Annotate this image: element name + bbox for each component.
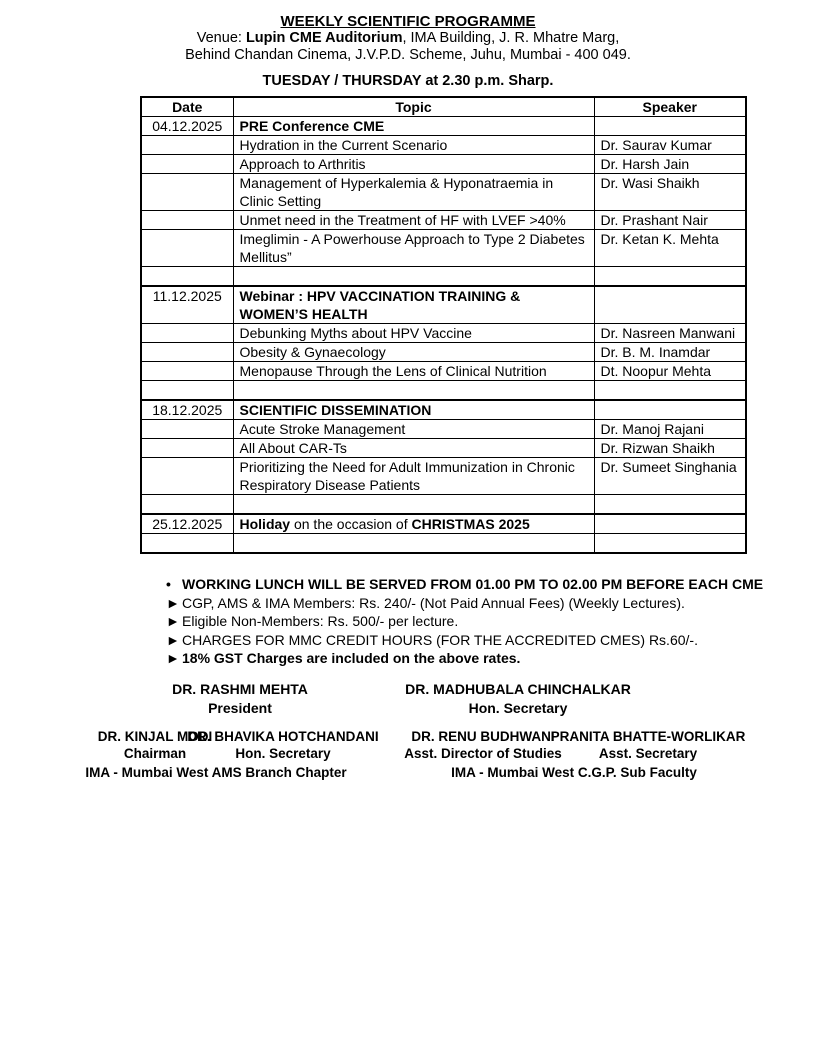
date-cell [141,439,233,458]
date-cell [141,324,233,343]
speaker-cell [594,495,746,515]
committee-name: PRANITA BHATTE-WORLIKAR [550,728,746,744]
date-cell [141,267,233,287]
topic-cell [233,267,594,287]
table-row [141,117,746,136]
committee-title: Hon. Secretary [235,746,331,762]
topic-cell: Management of Hyperkalemia & Hyponatraemia in Clinic Setting [233,174,594,211]
officer-name: DR. RASHMI MEHTA [172,680,308,697]
spacer-row [141,381,746,401]
date-cell [141,458,233,495]
table-row [141,420,746,439]
speaker-cell: Dr. Saurav Kumar [594,136,746,155]
officer-signature [172,680,308,718]
officer-title: President [208,699,272,716]
spacer-row [141,267,746,287]
note-line [166,649,816,668]
date-cell [141,211,233,230]
speaker-cell [594,381,746,401]
committee-name: DR. BHAVIKA HOTCHANDANI [187,728,379,744]
speaker-cell [594,117,746,136]
topic-cell: Unmet need in the Treatment of HF with LVEF >40% [233,211,594,230]
officer-name: DR. MADHUBALA CHINCHALKAR [405,680,631,697]
column-header-date: Date [141,97,233,117]
topic-cell: Menopause Through the Lens of Clinical Nutrition [233,362,594,381]
text-segment: , IMA Building, J. R. Mhatre Marg, [402,30,620,46]
committee-name: DR. RENU BUDHWANI [411,728,555,744]
speaker-cell: Dr. B. M. Inamdar [594,343,746,362]
table-row [141,439,746,458]
note-line [166,575,816,594]
speaker-cell: Dr. Prashant Nair [594,211,746,230]
table-row [141,136,746,155]
topic-cell [233,381,594,401]
bullet-icon: • [166,576,171,592]
table-row [141,400,746,420]
date-cell [141,420,233,439]
table-row [141,286,746,324]
committee-signature [187,728,378,763]
committee-title: Asst. Director of Studies [404,746,562,762]
table-row [141,458,746,495]
venue-line-2: Behind Chandan Cinema, J.V.P.D. Scheme, Juhu, Mumbai - 400 049. [185,47,631,63]
committee-title: Asst. Secretary [598,746,698,762]
topic-cell: Approach to Arthritis [233,155,594,174]
text-segment: Venue: [196,30,246,46]
topic-cell: Imeglimin - A Powerhouse Approach to Type 2 Diabetes Mellitus” [233,230,594,267]
date-cell: 25.12.2025 [141,514,233,534]
date-cell: 18.12.2025 [141,400,233,420]
committee-signature [551,728,746,763]
speaker-cell [594,514,746,534]
speaker-cell: Dr. Nasreen Manwani [594,324,746,343]
branch-label: IMA - Mumbai West AMS Branch Chapter [85,764,347,780]
speaker-cell [594,267,746,287]
topic-cell: All About CAR-Ts [233,439,594,458]
table-row [141,155,746,174]
text-segment: CHRISTMAS 2025 [411,516,530,532]
date-cell [141,534,233,554]
signatures-block [0,678,816,798]
document-header [0,0,816,90]
topic-cell [233,514,594,534]
topic-cell: PRE Conference CME [233,117,594,136]
branch-label: IMA - Mumbai West C.G.P. Sub Faculty [451,764,697,780]
topic-cell: Obesity & Gynaecology [233,343,594,362]
note-line [166,594,816,613]
arrow-icon: ► [166,650,180,667]
venue-line-1 [0,30,816,47]
topic-cell: Prioritizing the Need for Adult Immunization in Chronic Respiratory Disease Patients [233,458,594,495]
speaker-cell: Dr. Harsh Jain [594,155,746,174]
committee-signature [404,728,562,763]
note-text: CGP, AMS & IMA Members: Rs. 240/- (Not Paid Annual Fees) (Weekly Lectures). [182,594,685,611]
spacer-row [141,495,746,515]
committee-title: Chairman [123,746,187,762]
speaker-cell: Dr. Wasi Shaikh [594,174,746,211]
note-text: 18% GST Charges are included on the above rates. [182,650,521,667]
text-segment: Holiday [239,516,291,532]
speaker-cell [594,400,746,420]
topic-cell [233,534,594,554]
date-cell [141,230,233,267]
speaker-cell: Dr. Sumeet Singhania [594,458,746,495]
note-line [166,631,816,650]
topic-cell: Webinar : HPV VACCINATION TRAINING & WOMEN’S HEALTH [233,286,594,324]
table-row [141,343,746,362]
table-row [141,211,746,230]
date-cell: 11.12.2025 [141,286,233,324]
arrow-icon: ► [166,594,180,611]
arrow-icon: ► [166,613,180,630]
spacer-row [141,534,746,554]
speaker-cell: Dt. Noopur Mehta [594,362,746,381]
committee-name: DR. KINJAL MODI [97,728,213,744]
date-cell [141,343,233,362]
speaker-cell: Dr. Manoj Rajani [594,420,746,439]
note-text: Eligible Non-Members: Rs. 500/- per lecture. [182,613,459,630]
topic-cell: SCIENTIFIC DISSEMINATION [233,400,594,420]
notes-list [166,575,816,668]
topic-cell: Acute Stroke Management [233,420,594,439]
topic-cell: Hydration in the Current Scenario [233,136,594,155]
column-header-topic: Topic [233,97,594,117]
schedule-note: TUESDAY / THURSDAY at 2.30 p.m. Sharp. [262,73,554,89]
column-header-speaker: Speaker [594,97,746,117]
note-line [166,612,816,631]
table-row [141,230,746,267]
officer-title: Hon. Secretary [468,699,568,716]
speaker-cell: Dr. Ketan K. Mehta [594,230,746,267]
date-cell [141,495,233,515]
topic-cell: Debunking Myths about HPV Vaccine [233,324,594,343]
date-cell [141,174,233,211]
arrow-icon: ► [166,631,180,648]
text-segment: on the occasion of [290,516,412,532]
topic-cell [233,495,594,515]
page-title: WEEKLY SCIENTIFIC PROGRAMME [280,13,536,30]
note-text: WORKING LUNCH WILL BE SERVED FROM 01.00 PM TO 02.00 PM BEFORE EACH CME [182,576,764,592]
officer-signature [405,680,631,718]
date-cell [141,155,233,174]
table-row [141,514,746,534]
speaker-cell [594,534,746,554]
table-header-row [141,97,746,117]
text-segment: Lupin CME Auditorium [245,30,403,46]
date-cell [141,136,233,155]
table-row [141,174,746,211]
speaker-cell: Dr. Rizwan Shaikh [594,439,746,458]
table-row [141,324,746,343]
programme-table [140,96,747,554]
date-cell [141,362,233,381]
note-text: CHARGES FOR MMC CREDIT HOURS (FOR THE ACCREDITED CMES) Rs.60/-. [182,631,698,648]
table-row [141,362,746,381]
speaker-cell [594,286,746,324]
date-cell [141,381,233,401]
date-cell: 04.12.2025 [141,117,233,136]
